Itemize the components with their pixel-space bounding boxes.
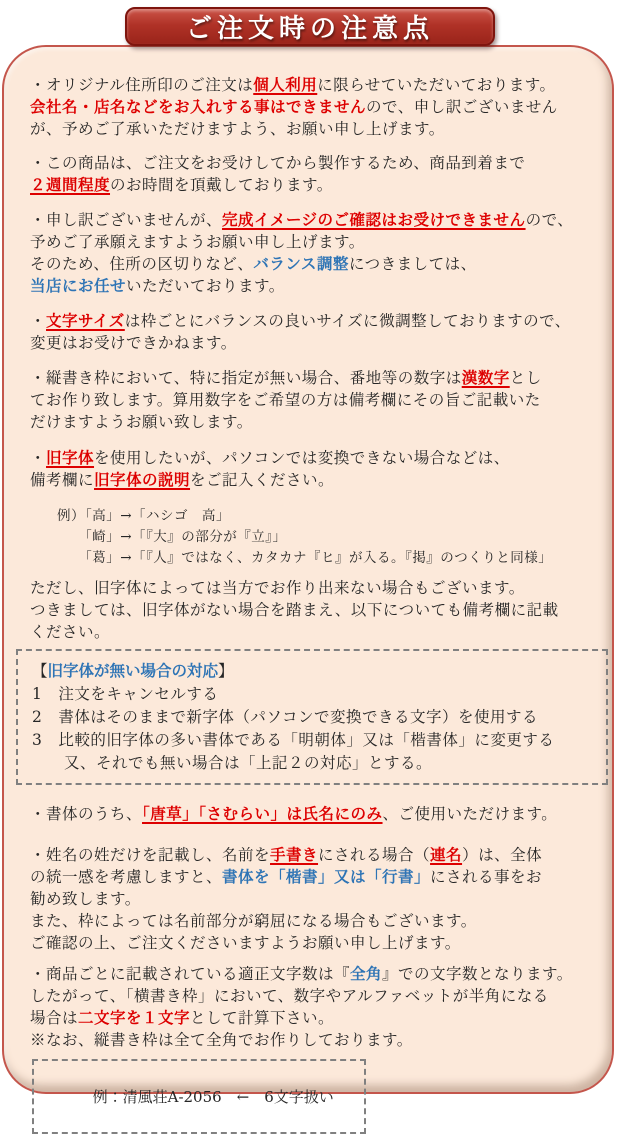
- text-segment: 1 注文をキャンセルする: [32, 685, 219, 703]
- text-segment: 例）「高」→「ハシゴ 高」: [57, 508, 231, 524]
- note-kanji-numerals: [30, 367, 598, 433]
- text-segment: ・姓名の姓だけを記載し、名前を: [30, 846, 271, 864]
- text-segment: 文字サイズ: [46, 311, 125, 330]
- text-segment: 予めご了承願えますようお願い申し上げます。: [30, 233, 365, 251]
- text-segment: 、ご使用いただけます。: [382, 805, 558, 823]
- text-segment: ・この商品は、ご注文をお受けしてから製作するため、商品到着まで: [30, 154, 526, 172]
- kyujitai-fallback-title: [32, 659, 596, 683]
- text-segment: が、予めご了承いただけますよう、お願い申し上げます。: [30, 120, 445, 138]
- text-segment: ください。: [30, 623, 111, 641]
- text-segment: 又、それでも無い場合は「上記２の対応」とする。: [32, 754, 433, 772]
- notes-content: [2, 45, 614, 1106]
- text-segment: 「崎」→「『大』の部分が『立』」: [57, 529, 287, 545]
- text-segment: したがって、「横書き枠」において、数字やアルファベットが半角になる: [30, 987, 549, 1005]
- text-segment: ・: [30, 312, 47, 330]
- text-segment: を使用したいが、パソコンでは変換できない場合などは、: [94, 449, 510, 467]
- text-segment: ので、: [525, 211, 574, 229]
- text-segment: いただいております。: [126, 277, 285, 295]
- note-character-count: [30, 963, 598, 1051]
- text-segment: にされる場合（: [318, 846, 431, 864]
- text-segment: 備考欄に: [30, 471, 95, 489]
- text-segment: てお作り致します。算用数字をご希望の方は備考欄にその旨ご記載いた: [30, 391, 541, 409]
- text-segment: 連名: [430, 845, 463, 864]
- text-segment: そのため、住所の区切りなど、: [30, 255, 254, 273]
- text-segment: につきましては、: [348, 255, 477, 273]
- text-segment: 】: [218, 662, 234, 680]
- text-segment: 二文字を１文字: [78, 1008, 191, 1027]
- text-segment: 旧字体の説明: [94, 470, 191, 489]
- note-production-time: [30, 152, 598, 196]
- text-segment: とし: [509, 369, 542, 387]
- text-segment: ・書体のうち、: [30, 805, 143, 823]
- text-segment: ので、申し訳ございません: [366, 98, 558, 116]
- text-segment: 場合は: [30, 1009, 79, 1027]
- note-personal-use: [30, 74, 598, 140]
- text-segment: にされる事をお: [430, 868, 543, 886]
- text-segment: また、枠によっては名前部分が窮屈になる場合もございます。: [30, 912, 477, 930]
- text-segment: 2 書体はそのままで新字体（パソコンで変換できる文字）を使用する: [32, 708, 539, 726]
- text-segment: ご確認の上、ご注文くださいますようお願い申し上げます。: [30, 934, 461, 952]
- text-segment: に限らせていただいております。: [317, 76, 556, 94]
- text-segment: 勧め致します。: [30, 890, 141, 908]
- text-segment: は枠ごとにバランスの良いサイズに微調整しておりますので、: [124, 312, 571, 330]
- text-segment: ２週間程度: [30, 175, 111, 194]
- text-segment: 旧字体が無い場合の対応: [47, 661, 219, 680]
- text-segment: ・申し訳ございませんが、: [30, 211, 223, 229]
- character-count-example-text: 例：清風荘A-2056 ← 6文字扱い: [92, 1088, 334, 1106]
- note-kyujitai: [30, 447, 598, 491]
- text-segment: ・オリジナル住所印のご注文は: [30, 76, 254, 94]
- text-segment: をご記入ください。: [190, 471, 335, 489]
- text-segment: 完成イメージのご確認はお受けできません: [222, 210, 526, 229]
- text-segment: 』での文字数となります。: [382, 965, 573, 983]
- kyujitai-fallback-box: [16, 649, 608, 785]
- kyujitai-fallback-options: [32, 683, 596, 775]
- text-segment: 個人利用: [253, 75, 318, 94]
- character-count-example-box: [32, 1059, 366, 1134]
- header-banner: [125, 7, 495, 46]
- text-segment: ・: [30, 449, 47, 467]
- text-segment: 漢数字: [461, 368, 510, 387]
- text-segment: ただし、旧字体によっては当方でお作り出来ない場合もございます。: [30, 579, 525, 597]
- text-segment: ・縦書き枠において、特に指定が無い場合、番地等の数字は: [30, 369, 462, 387]
- text-segment: 3 比較的旧字体の多い書体である「明朝体」又は「楷書体」に変更する: [32, 731, 555, 749]
- text-segment: 当店にお任せ: [30, 276, 127, 295]
- text-segment: 書体を「楷書」又は「行書」: [222, 867, 431, 886]
- text-segment: 「唐草」「さむらい」は氏名にのみ: [142, 804, 383, 823]
- text-segment: 手書き: [270, 845, 319, 864]
- text-segment: 会社名・店名などをお入れする事はできません: [30, 97, 367, 116]
- text-segment: ・商品ごとに記載されている適正文字数は『: [30, 965, 351, 983]
- text-segment: 変更はお受けできかねます。: [30, 334, 237, 352]
- note-font-size: [30, 310, 598, 354]
- text-segment: として計算下さい。: [190, 1009, 335, 1027]
- note-font-restriction: [30, 803, 598, 825]
- note-no-preview: [30, 209, 598, 297]
- page-title: ご注文時の注意点: [185, 14, 434, 44]
- text-segment: つきましては、旧字体がない場合を踏まえ、以下についても備考欄に記載: [30, 601, 559, 619]
- text-segment: の統一感を考慮しますと、: [30, 868, 223, 886]
- note-handwritten-name: [30, 844, 598, 954]
- text-segment: だけますようお願い致します。: [30, 413, 253, 431]
- text-segment: バランス調整: [253, 254, 349, 273]
- text-segment: 「葛」→「『人』ではなく、カタカナ『ヒ』が入る。『掲』のつくりと同様」: [57, 550, 553, 566]
- text-segment: 全角: [350, 964, 383, 983]
- text-segment: 旧字体: [46, 448, 95, 467]
- text-segment: ）は、全体: [462, 846, 543, 864]
- text-segment: 【: [32, 662, 48, 680]
- note-kyujitai-caveat: [30, 577, 598, 643]
- text-segment: ※なお、縦書き枠は全て全角でお作りしております。: [30, 1031, 413, 1049]
- kyujitai-examples: [57, 506, 598, 569]
- text-segment: のお時間を頂戴しております。: [110, 176, 333, 194]
